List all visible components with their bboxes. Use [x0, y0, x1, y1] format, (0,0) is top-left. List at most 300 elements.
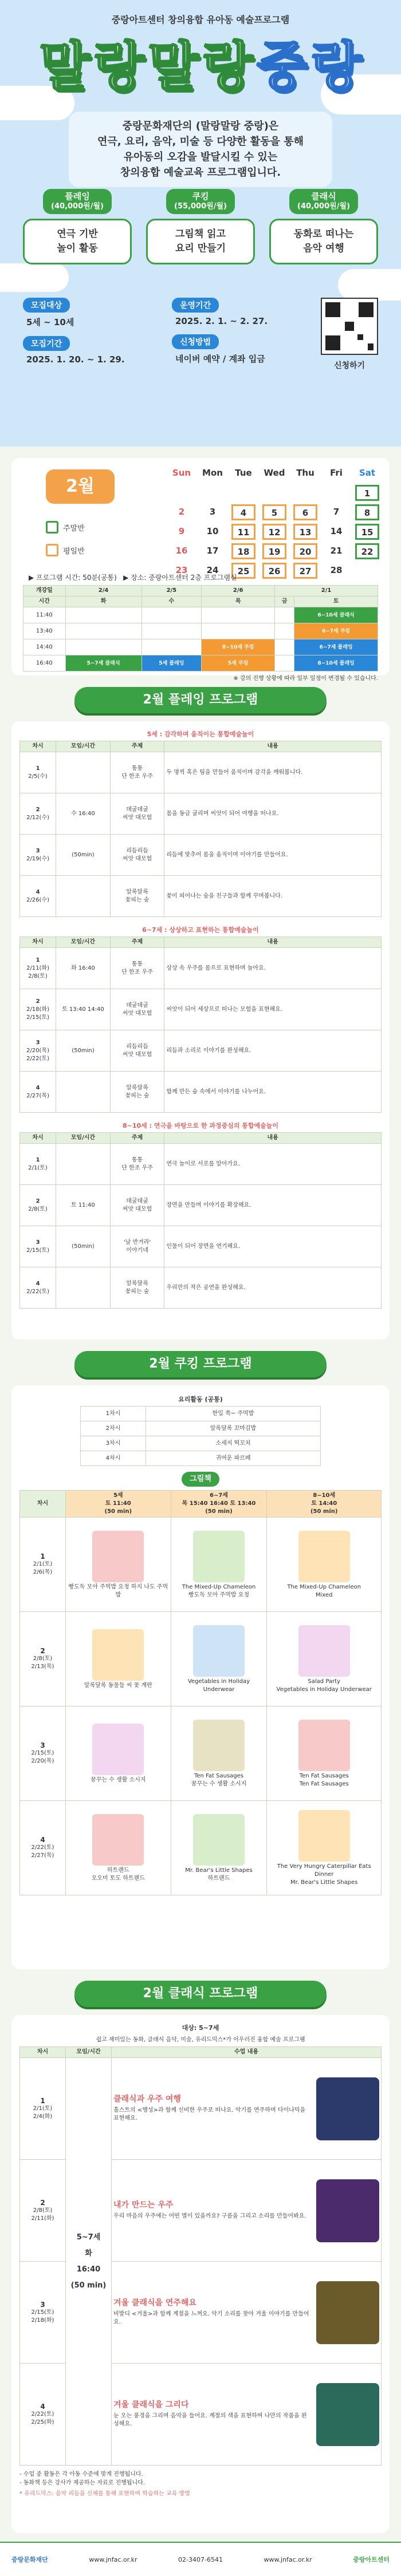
- day-number: 17: [206, 546, 219, 556]
- info-label: 모집기간: [23, 336, 70, 351]
- calendar-day: [352, 524, 383, 542]
- footer-org: 중랑문화재단: [11, 2556, 48, 2563]
- calendar-day: [166, 543, 197, 562]
- sched-sub: 토: [294, 596, 378, 607]
- playing-col-head: 모임/시간: [56, 937, 111, 948]
- intro-line: 창의융합 예술교육 프로그램입니다.: [120, 167, 281, 179]
- info-value: 2025. 2. 1. ~ 2. 27.: [175, 316, 268, 326]
- calendar-day: [290, 524, 321, 542]
- book-cell: [66, 1706, 171, 1801]
- day-number: [262, 485, 286, 501]
- footer-org-2: 중랑아트센터: [353, 2556, 390, 2563]
- classic-time: [66, 2058, 112, 2466]
- title-char: 랑: [310, 36, 362, 97]
- apply-label[interactable]: 신청하기: [333, 361, 365, 370]
- session-number: 1: [36, 1156, 40, 1163]
- session-date: 2/5(수): [28, 773, 48, 780]
- classic-target: 대상: 5~7세: [182, 2024, 219, 2032]
- classic-footnote: * 유리드믹스: 음악 리듬을 신체를 통해 표현하며 학습하는 교육 방법: [19, 2491, 190, 2497]
- session-topic: 데굴데굴 씨앗 대모험: [110, 1185, 164, 1226]
- book-title: Ten Fat Sausages Ten Fat Sausages: [299, 1773, 349, 1787]
- playing-col-head: 내용: [164, 741, 382, 752]
- day-header: Wed: [264, 468, 285, 478]
- classic-session: [20, 2262, 66, 2364]
- day-number: 15: [355, 524, 379, 540]
- time-duration: (50 min): [70, 2281, 107, 2290]
- session-date: 2/15(토) 2/18(화): [31, 2309, 54, 2324]
- desc-line: 동화로 떠나는: [293, 228, 354, 240]
- category-tag: [289, 189, 358, 214]
- session-time: 화 16:40: [56, 948, 111, 989]
- category-name: 클래식: [311, 191, 336, 202]
- session-cell: [20, 1267, 56, 1309]
- classic-theme: 내가 만드는 우주: [113, 2200, 174, 2210]
- day-header: Sat: [359, 468, 376, 478]
- sched-block: 6~10세 클래식: [294, 607, 378, 623]
- book-title: Mr. Bear's Little Shapes 하트랜드: [185, 1867, 253, 1882]
- day-number: 7: [333, 507, 340, 517]
- session-cell: [20, 1144, 56, 1185]
- day-number: 16: [175, 546, 188, 556]
- session-number: 1: [40, 1552, 45, 1560]
- sched-block: 8~10세 플레잉: [294, 655, 378, 671]
- day-number: [355, 563, 379, 579]
- sched-head: 2/4: [65, 586, 141, 596]
- classic-session: [20, 2058, 66, 2160]
- calendar-day: [259, 543, 290, 562]
- playing-col-head: 주제: [110, 741, 164, 752]
- sched-sub: 화: [65, 596, 141, 607]
- book-cell: [267, 1518, 382, 1612]
- day-number: 11: [231, 524, 255, 540]
- day-number: 26: [262, 563, 286, 579]
- day-number: 23: [175, 565, 188, 575]
- session-time: (50min): [56, 835, 111, 876]
- sched-time: 13:40: [23, 623, 66, 639]
- calendar-day: [352, 504, 383, 523]
- classic-session: [20, 2160, 66, 2262]
- session-content: 연극 놀이로 서로를 알아가요.: [164, 1144, 382, 1185]
- info-value: 5세 ~ 10세: [26, 317, 74, 327]
- session-date: 2/22(토): [26, 1288, 49, 1295]
- hero-banner: [0, 0, 401, 447]
- category-cooking: [146, 189, 255, 264]
- footer-website[interactable]: www.jnfac.or.kr: [89, 2555, 137, 2563]
- cooking-col-head: 6~7세 목 15:40 16:40 토 13:40 (50 min): [171, 1491, 267, 1518]
- book-title: Salad Party Vegetables in Holiday Underwear: [276, 1678, 372, 1693]
- desc-line: 놀이 활동: [57, 243, 98, 254]
- intro-line: 유아동의 오감을 발달시킬 수 있는: [123, 151, 278, 163]
- day-number: 4: [231, 504, 255, 520]
- session-time: (50min): [56, 1030, 111, 1072]
- session-content: 몸을 동글 굴리며 씨앗이 되어 여행을 떠나요.: [164, 793, 382, 835]
- classic-col-head: 수업 내용: [112, 2047, 382, 2058]
- common-menu: 귀여운 파르페: [146, 1451, 320, 1466]
- program-categories: [23, 189, 378, 264]
- time-age: 5~7세: [76, 2233, 101, 2242]
- session-time: [56, 752, 111, 793]
- hero-title: [23, 35, 378, 98]
- day-number: 13: [293, 524, 317, 540]
- classic-theme: 겨울 클래식을 연주해요: [113, 2298, 196, 2308]
- cooking-table: [19, 1490, 382, 1895]
- intro-line: 중랑문화재단의 (말랑말랑 중랑)은: [122, 120, 279, 132]
- day-number: 21: [330, 546, 343, 556]
- day-number: 10: [206, 526, 219, 536]
- calendar-day: [197, 504, 228, 523]
- calendar-day: [321, 524, 352, 542]
- classic-session: [20, 2364, 66, 2466]
- session-date: 2/8(토) 2/11(화): [31, 2207, 54, 2222]
- category-price: (55,000원/월): [174, 202, 227, 211]
- calendar-day: [290, 485, 321, 503]
- playing-table: [19, 741, 382, 917]
- classic-text: 비발디 <겨울>과 함께 계절을 느껴요. 악기 소리를 찾아 겨울 이야기를 만들어요.: [113, 2310, 309, 2325]
- cooking-title: 2월 쿠킹 프로그램: [74, 1351, 327, 1377]
- session-cell: [20, 876, 56, 917]
- session-date: 2/11(화) 2/8(토): [26, 965, 49, 979]
- classic-text: 눈 오는 풍경을 그리며 음악을 들어요. 계절의 색을 표현하며 나만의 작품을 완성해요.: [113, 2412, 307, 2427]
- day-number: 25: [231, 563, 255, 579]
- session-number: 3: [36, 1039, 40, 1046]
- session-topic: 알록달록 꽃피는 숲: [110, 1267, 164, 1309]
- session-topic: 통통 단 한조 우주: [110, 1144, 164, 1185]
- day-number: 24: [206, 565, 219, 575]
- book-cell: [171, 1612, 267, 1706]
- book-title: The Very Hungry Caterpillar Eats Dinner Mr. Bear's Little Shapes: [277, 1863, 371, 1886]
- session-date: 2/8(토) 2/13(목): [31, 1656, 54, 1670]
- session-number: 1: [36, 957, 40, 963]
- day-header: Thu: [296, 468, 314, 478]
- common-menu: 한입 쏙~ 주먹밥: [146, 1406, 320, 1421]
- calendar-day: [321, 504, 352, 523]
- recruit-info: [23, 298, 378, 412]
- calendar-header: [166, 465, 384, 484]
- classic-note: - 동화책 등은 강사가 제공하는 자료로 진행됩니다.: [19, 2480, 146, 2486]
- calendar-day: [166, 524, 197, 542]
- session-cell: [20, 835, 56, 876]
- sched-block: 5세 플레잉: [141, 655, 202, 671]
- session-number: 4: [40, 1836, 45, 1844]
- session-number: 4: [36, 888, 40, 895]
- session-number: 2: [36, 806, 40, 813]
- sched-sub: 목: [202, 596, 275, 607]
- sched-head: 2/1: [275, 586, 378, 596]
- calendar-day: [228, 485, 259, 503]
- session-content: 함께 만든 숲 속에서 이야기를 나누어요.: [164, 1072, 382, 1113]
- calendar-day: [228, 504, 259, 523]
- sched-time: 16:40: [23, 655, 66, 671]
- day-number: 27: [293, 563, 317, 579]
- calendar-day: [259, 485, 290, 503]
- cooking-session: [20, 1612, 66, 1706]
- day-header: Fri: [330, 468, 343, 478]
- session-date: 2/15(토): [26, 1247, 49, 1254]
- day-number: 20: [293, 543, 317, 559]
- desc-line: 그림책 읽고: [175, 228, 226, 240]
- classic-table: [19, 2046, 382, 2466]
- calendar-week: [166, 543, 384, 562]
- session-cell: [20, 793, 56, 835]
- calendar-day: [197, 524, 228, 542]
- day-number: 6: [293, 504, 317, 520]
- session-time: (50min): [56, 1226, 111, 1267]
- playing-col-head: 모임/시간: [56, 1133, 111, 1144]
- day-header: Mon: [202, 468, 223, 478]
- session-date: 2/1(토) 2/6(목): [33, 1561, 53, 1575]
- session-date: 2/19(수): [26, 855, 49, 862]
- session-topic: 통통 단 한조 우주: [110, 948, 164, 989]
- category-name: 플레잉: [65, 191, 90, 202]
- session-time: [56, 1072, 111, 1113]
- category-name: 쿠킹: [192, 191, 209, 202]
- sched-block: 8~10세 쿠킹: [202, 639, 275, 655]
- day-number: [200, 485, 225, 501]
- cooking-session: [20, 1706, 66, 1801]
- session-content: 리듬에 맞추어 몸을 움직이며 이야기를 만들어요.: [164, 835, 382, 876]
- day-number: 2: [178, 507, 185, 517]
- book-title: Vegetables in Holiday Underwear: [187, 1678, 250, 1693]
- day-number: 22: [355, 543, 379, 559]
- book-cover-image: [92, 1724, 144, 1775]
- classic-illustration: [316, 2077, 379, 2140]
- session-cell: [20, 1030, 56, 1072]
- playing-section: [11, 721, 390, 1340]
- calendar-day: [352, 485, 383, 503]
- book-title: Ten Fat Sausages 꿈꾸는 수 생활 소시지: [191, 1773, 247, 1787]
- session-date: 2/22(토) 2/27(목): [31, 1844, 54, 1859]
- classic-content: [112, 2160, 382, 2262]
- calendar-day: [290, 563, 321, 581]
- session-cell: [20, 1072, 56, 1113]
- month-calendar: [166, 465, 384, 582]
- session-content: 우리만의 작은 공연을 완성해요.: [164, 1267, 382, 1309]
- calendar-day: [259, 524, 290, 542]
- category-desc: [146, 219, 255, 264]
- session-content: 인물이 되어 장면을 연기해요.: [164, 1226, 382, 1267]
- calendar-month: 2월: [46, 469, 115, 504]
- playing-title: 2월 플레잉 프로그램: [74, 687, 327, 713]
- calendar-day: [166, 504, 197, 523]
- cooking-section: [11, 1385, 390, 1969]
- session-cell: [20, 752, 56, 793]
- title-char: 랑: [93, 36, 145, 97]
- common-n: 1차시: [81, 1406, 146, 1421]
- calendar-day: [259, 504, 290, 523]
- hero-subtitle: 중랑아트센터 창의융합 유아동 예술프로그램: [111, 14, 290, 25]
- cooking-session: [20, 1518, 66, 1612]
- playing-col-head: 차시: [20, 741, 56, 752]
- session-topic: 데굴데굴 씨앗 대모험: [110, 793, 164, 835]
- session-number: 1: [40, 2096, 45, 2105]
- session-time: 토 13:40 14:40: [56, 989, 111, 1030]
- book-title: 빵도독 모아 주먹밥 요정 하지 나도 주먹밥: [68, 1584, 168, 1598]
- time-day: 화: [85, 2249, 92, 2258]
- session-number: 2: [36, 998, 40, 1005]
- session-cell: [20, 989, 56, 1030]
- day-number: 14: [330, 526, 343, 536]
- day-number: 3: [209, 507, 216, 517]
- footer-phone: 02-3407-6541: [178, 2555, 223, 2563]
- intro-text: [69, 112, 332, 187]
- info-right: [172, 298, 315, 373]
- session-content: 리듬과 소리로 이야기를 완성해요.: [164, 1030, 382, 1072]
- book-cell: [267, 1706, 382, 1801]
- playing-group-heading: 6~7세 : 상상하고 표현하는 통합예술놀이: [142, 926, 259, 934]
- playing-group-heading: 5세 : 감각하며 움직이는 통합예술놀이: [147, 730, 254, 738]
- footer-website-2[interactable]: www.jnfac.or.kr: [264, 2555, 312, 2563]
- legend-weekend: [46, 521, 85, 534]
- book-cover-image: [298, 1531, 350, 1582]
- session-date: 2/26(수): [26, 896, 49, 903]
- sched-block: 5~7세 클래식: [65, 655, 141, 671]
- book-cover-image: [92, 1814, 144, 1866]
- playing-col-head: 내용: [164, 937, 382, 948]
- day-number: [324, 485, 348, 501]
- classic-note: - 수업 중 활동은 각 아동 수준에 맞게 진행됩니다.: [19, 2471, 143, 2478]
- common-menu: 알록달록 꼬마김밥: [146, 1421, 320, 1436]
- calendar-day: [321, 485, 352, 503]
- session-cell: [20, 1185, 56, 1226]
- day-number: 9: [178, 526, 185, 536]
- playing-col-head: 차시: [20, 1133, 56, 1144]
- calendar-week: [166, 484, 384, 504]
- classic-text: 홀스트의 <행성>과 함께 신비한 우주로 떠나요. 악기를 연주하며 다이나믹을 표현해요.: [113, 2107, 306, 2121]
- intro-line: 연극, 요리, 음악, 미술 등 다양한 활동을 통해: [97, 136, 304, 148]
- playing-group-heading: 8~10세 : 연극을 바탕으로 한 과정중심의 통합예술놀이: [122, 1122, 279, 1129]
- title-char: 말: [148, 36, 199, 97]
- calendar-day: [197, 543, 228, 562]
- playing-table: [19, 937, 382, 1113]
- book-cover-image: [92, 1531, 144, 1582]
- book-cover-image: [193, 1720, 245, 1771]
- playing-col-head: 주제: [110, 937, 164, 948]
- day-number: 8: [355, 504, 379, 520]
- sched-block: 6~7세 플레잉: [294, 639, 378, 655]
- day-number: 12: [262, 524, 286, 540]
- book-cover-image: [298, 1720, 350, 1771]
- common-n: 2차시: [81, 1421, 146, 1436]
- session-content: 꽃이 피어나는 숲을 친구들과 함께 꾸며봅니다.: [164, 876, 382, 917]
- legend-label: 평일반: [63, 547, 85, 556]
- day-number: 5: [262, 504, 286, 520]
- session-content: 두 명씩 혹은 팀을 만들어 움직이며 감각을 깨워봅니다.: [164, 752, 382, 793]
- classic-content: [112, 2262, 382, 2364]
- session-number: 4: [40, 2402, 45, 2411]
- session-date: 2/1(토) 2/4(화): [33, 2105, 53, 2120]
- info-label: 운영기간: [172, 298, 219, 313]
- sched-head: 2/6: [202, 586, 275, 596]
- session-topic: 리듬리듬 씨앗 대모험: [110, 1030, 164, 1072]
- day-header: Tue: [235, 468, 252, 478]
- classic-col-head: 차시: [20, 2047, 66, 2058]
- common-n: 3차시: [81, 1436, 146, 1451]
- book-cover-image: [298, 1810, 350, 1862]
- book-cell: [66, 1801, 171, 1895]
- book-cell: [171, 1706, 267, 1801]
- legend-weekday: [46, 544, 85, 556]
- classic-content: [112, 2058, 382, 2160]
- classic-content: [112, 2364, 382, 2466]
- sched-block: 5세 쿠킹: [202, 655, 275, 671]
- desc-line: 연극 기반: [57, 228, 98, 240]
- book-cell: [66, 1612, 171, 1706]
- calendar-day: [352, 543, 383, 562]
- calendar-day: [321, 563, 352, 581]
- cooking-session: [20, 1801, 66, 1895]
- session-time: 수 16:40: [56, 793, 111, 835]
- book-cover-image: [298, 1625, 350, 1677]
- legend-label: 주말반: [63, 524, 85, 533]
- category-price: (40,000원/월): [51, 202, 104, 211]
- book-title: 하트랜드 오오미 토도 하트랜드: [91, 1867, 145, 1882]
- info-label: 신청방법: [172, 334, 219, 349]
- book-cover-image: [92, 1629, 144, 1681]
- book-title: The Mixed-Up Chameleon 빵도독 모아 주먹밥 요정: [182, 1584, 256, 1598]
- calendar-day: [259, 563, 290, 581]
- book-cell: [267, 1801, 382, 1895]
- title-char: 말: [39, 36, 91, 97]
- session-number: 4: [36, 1084, 40, 1091]
- session-number: 2: [40, 2198, 45, 2207]
- session-topic: 알록달록 꽃피는 숲: [110, 1072, 164, 1113]
- playing-groups: [19, 727, 382, 1309]
- title-char: 중: [256, 36, 308, 97]
- note-place: 장소: 중랑아트센터 2층 프로그램실: [131, 574, 237, 582]
- session-date: 2/18(화) 2/15(토): [26, 1006, 49, 1021]
- session-time: [56, 1267, 111, 1309]
- session-number: 3: [36, 1239, 40, 1246]
- playing-col-head: 모임/시간: [56, 741, 111, 752]
- book-title: 꿈꾸는 수 생활 소시지: [91, 1777, 146, 1783]
- playing-col-head: 내용: [164, 1133, 382, 1144]
- sched-time: 14:40: [23, 639, 66, 655]
- picturebook-tag: 그림책: [182, 1472, 219, 1487]
- schedule-caveat: ※ 강의 진행 상황에 따라 일부 일정이 변경될 수 있습니다.: [233, 675, 378, 682]
- classic-section: [11, 2015, 390, 2533]
- calendar-day: [166, 485, 197, 503]
- session-date: 2/27(목): [26, 1092, 49, 1099]
- time-hour: 16:40: [76, 2265, 101, 2274]
- cloud-decoration: [0, 263, 69, 292]
- session-topic: 알록달록 꽃피는 숲: [110, 876, 164, 917]
- book-cover-image: [193, 1531, 245, 1582]
- day-number: 19: [262, 543, 286, 559]
- session-cell: [20, 1226, 56, 1267]
- note-time: 프로그램 시간: 50분(공통): [36, 574, 117, 582]
- info-left: [23, 298, 160, 373]
- session-content: 장면을 만들며 이야기를 확장해요.: [164, 1185, 382, 1226]
- info-label: 모집대상: [23, 298, 70, 313]
- qr-code[interactable]: [321, 298, 378, 355]
- day-number: 18: [231, 543, 255, 559]
- category-desc: [23, 219, 132, 264]
- cooking-common-table: [80, 1406, 321, 1466]
- book-cell: [267, 1612, 382, 1706]
- session-topic: 리듬리듬 씨앗 대모험: [110, 835, 164, 876]
- classic-illustration: [316, 2281, 379, 2344]
- session-number: 4: [36, 1280, 40, 1287]
- session-number: 3: [40, 1741, 45, 1749]
- category-tag: [166, 189, 235, 214]
- session-time: [56, 876, 111, 917]
- book-cover-image: [193, 1814, 245, 1866]
- classic-theme: 클래식과 우주 여행: [113, 2094, 181, 2104]
- session-number: 3: [40, 2300, 45, 2309]
- day-number: 28: [330, 565, 343, 575]
- info-value: 네이버 예약 / 계좌 입금: [175, 354, 265, 364]
- cooking-book-table: [19, 1490, 382, 1895]
